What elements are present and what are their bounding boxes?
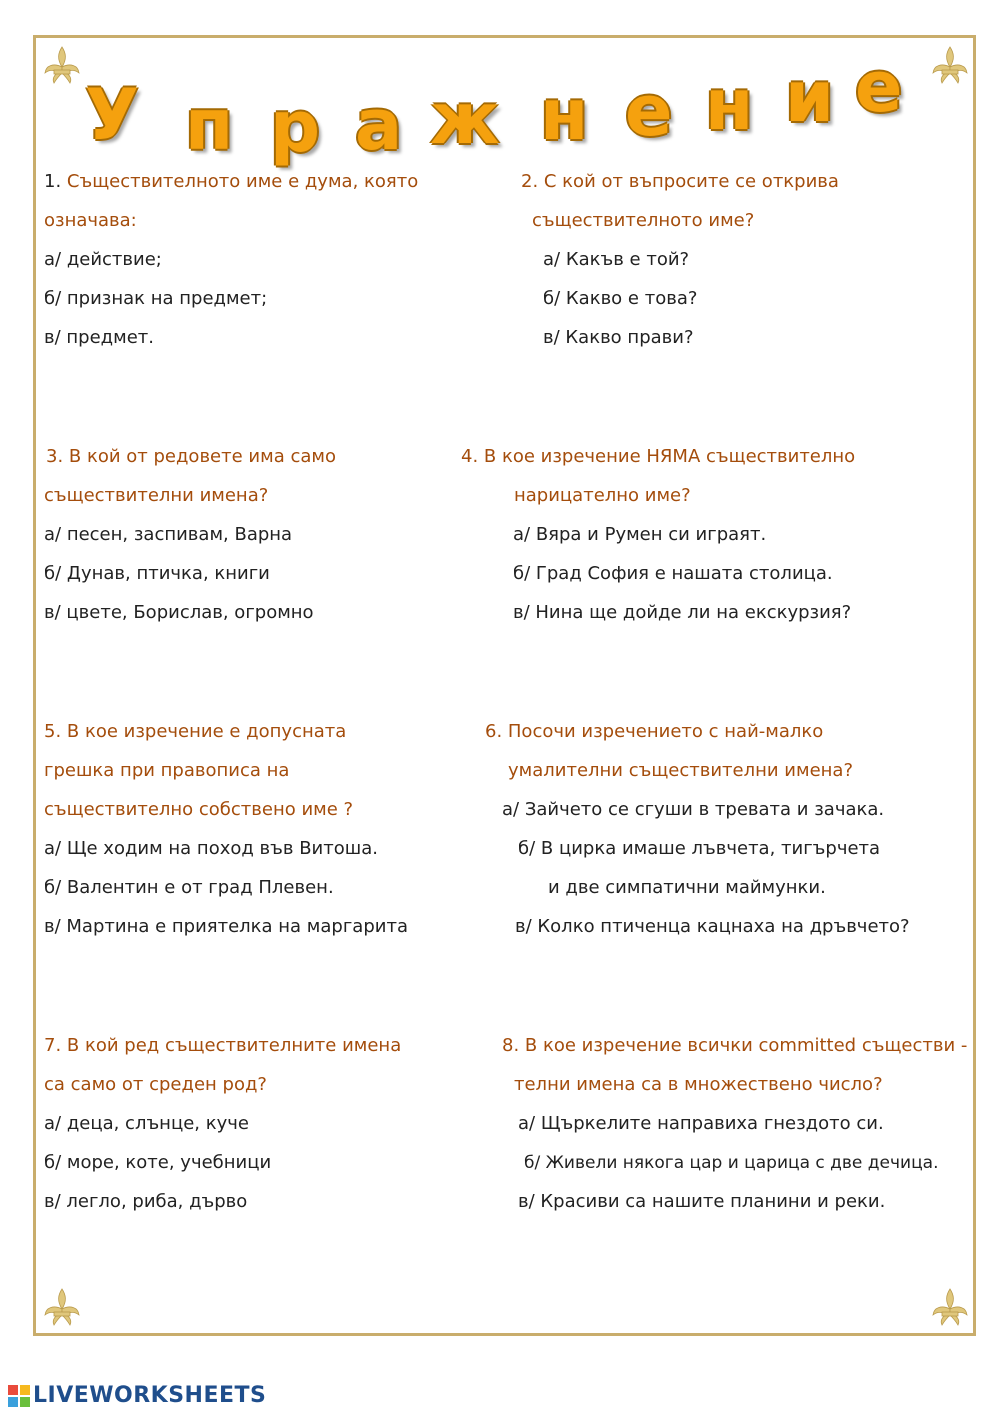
- question-4-text: 4. В кое изречение НЯМА съществително: [461, 446, 856, 467]
- question-1-text: 1. Съществителното име е дума, която: [44, 171, 419, 192]
- fleur-de-lis-icon: [40, 43, 84, 87]
- title-letter: р: [270, 86, 321, 168]
- answer-option[interactable]: в/ цвете, Борислав, огромно: [44, 602, 314, 623]
- question-3-text: 3. В кой от редовете има само: [46, 446, 336, 467]
- question-2-text-cont: съществителното име?: [532, 210, 755, 231]
- brand-name[interactable]: LIVEWORKSHEETS: [33, 1383, 267, 1408]
- answer-option[interactable]: а/ Щъркелите направиха гнездото си.: [518, 1113, 884, 1134]
- answer-option[interactable]: в/ Колко птиченца кацнаха на дръвчето?: [515, 916, 910, 937]
- answer-option[interactable]: а/ Зайчето се сгуши в тревата и зачака.: [502, 799, 885, 820]
- answer-option[interactable]: а/ действие;: [44, 249, 162, 270]
- question-6-text: 6. Посочи изречението с най-малко: [485, 721, 824, 742]
- question-5-text: 5. В кое изречение е допусната: [44, 721, 347, 742]
- question-5-text-cont: съществително собствено име ?: [44, 799, 354, 820]
- answer-option[interactable]: а/ Вяра и Румен си играят.: [513, 524, 767, 545]
- fleur-de-lis-icon: [928, 1285, 972, 1329]
- answer-option[interactable]: б/ Дунав, птичка, книги: [44, 563, 270, 584]
- question-8-text: 8. В кое изречение всички committed съществи -: [502, 1035, 968, 1056]
- answer-option[interactable]: а/ Ще ходим на поход във Витоша.: [44, 838, 378, 859]
- question-5-text-cont: грешка при правописа на: [44, 760, 290, 781]
- title-letter: е: [625, 70, 673, 152]
- title-letter: и: [785, 56, 835, 138]
- answer-option-cont[interactable]: и две симпатични маймунки.: [548, 877, 826, 898]
- answer-option[interactable]: в/ Мартина е приятелка на маргарита: [44, 916, 408, 937]
- answer-option[interactable]: в/ легло, риба, дърво: [44, 1191, 248, 1212]
- title-letter: а: [355, 84, 403, 166]
- title-letter: н: [540, 74, 589, 156]
- question-2-text: 2. С кой от въпросите се открива: [521, 171, 839, 192]
- question-3-text-cont: съществителни имена?: [44, 485, 269, 506]
- answer-option[interactable]: в/ предмет.: [44, 327, 154, 348]
- page-border: [33, 35, 976, 1336]
- answer-option[interactable]: б/ Живели някога цар и царица с две дечица.: [524, 1153, 939, 1173]
- fleur-de-lis-icon: [928, 43, 972, 87]
- question-6-text-cont: умалителни съществителни имена?: [508, 760, 854, 781]
- liveworksheets-logo-icon: [8, 1385, 30, 1407]
- page-title: [85, 46, 925, 168]
- answer-option[interactable]: б/ море, коте, учебници: [44, 1152, 272, 1173]
- title-letter: н: [705, 64, 754, 146]
- answer-option[interactable]: в/ Нина ще дойде ли на екскурзия?: [513, 602, 852, 623]
- question-4-text-cont: нарицателно име?: [514, 485, 691, 506]
- answer-option[interactable]: в/ Красиви са нашите планини и реки.: [518, 1191, 886, 1212]
- title-letter: ж: [430, 78, 500, 160]
- answer-option[interactable]: б/ Валентин е от град Плевен.: [44, 877, 334, 898]
- question-8-text-cont: телни имена са в множествено число?: [514, 1074, 883, 1095]
- answer-option[interactable]: в/ Какво прави?: [543, 327, 694, 348]
- question-7-text-cont: са само от среден род?: [44, 1074, 267, 1095]
- answer-option[interactable]: а/ песен, заспивам, Варна: [44, 524, 293, 545]
- title-letter: п: [185, 84, 234, 166]
- answer-option[interactable]: б/ Град София е нашата столица.: [513, 563, 833, 584]
- answer-option[interactable]: б/ Какво е това?: [543, 288, 698, 309]
- title-letter: У: [85, 74, 139, 156]
- answer-option[interactable]: а/ деца, слънце, куче: [44, 1113, 249, 1134]
- title-letter: е: [855, 46, 903, 128]
- answer-option[interactable]: б/ признак на предмет;: [44, 288, 268, 309]
- question-1-text-cont: означава:: [44, 210, 137, 231]
- answer-option[interactable]: а/ Какъв е той?: [543, 249, 690, 270]
- fleur-de-lis-icon: [40, 1285, 84, 1329]
- answer-option[interactable]: б/ В цирка имаше лъвчета, тигърчета: [518, 838, 881, 859]
- question-7-text: 7. В кой ред съществителните имена: [44, 1035, 402, 1056]
